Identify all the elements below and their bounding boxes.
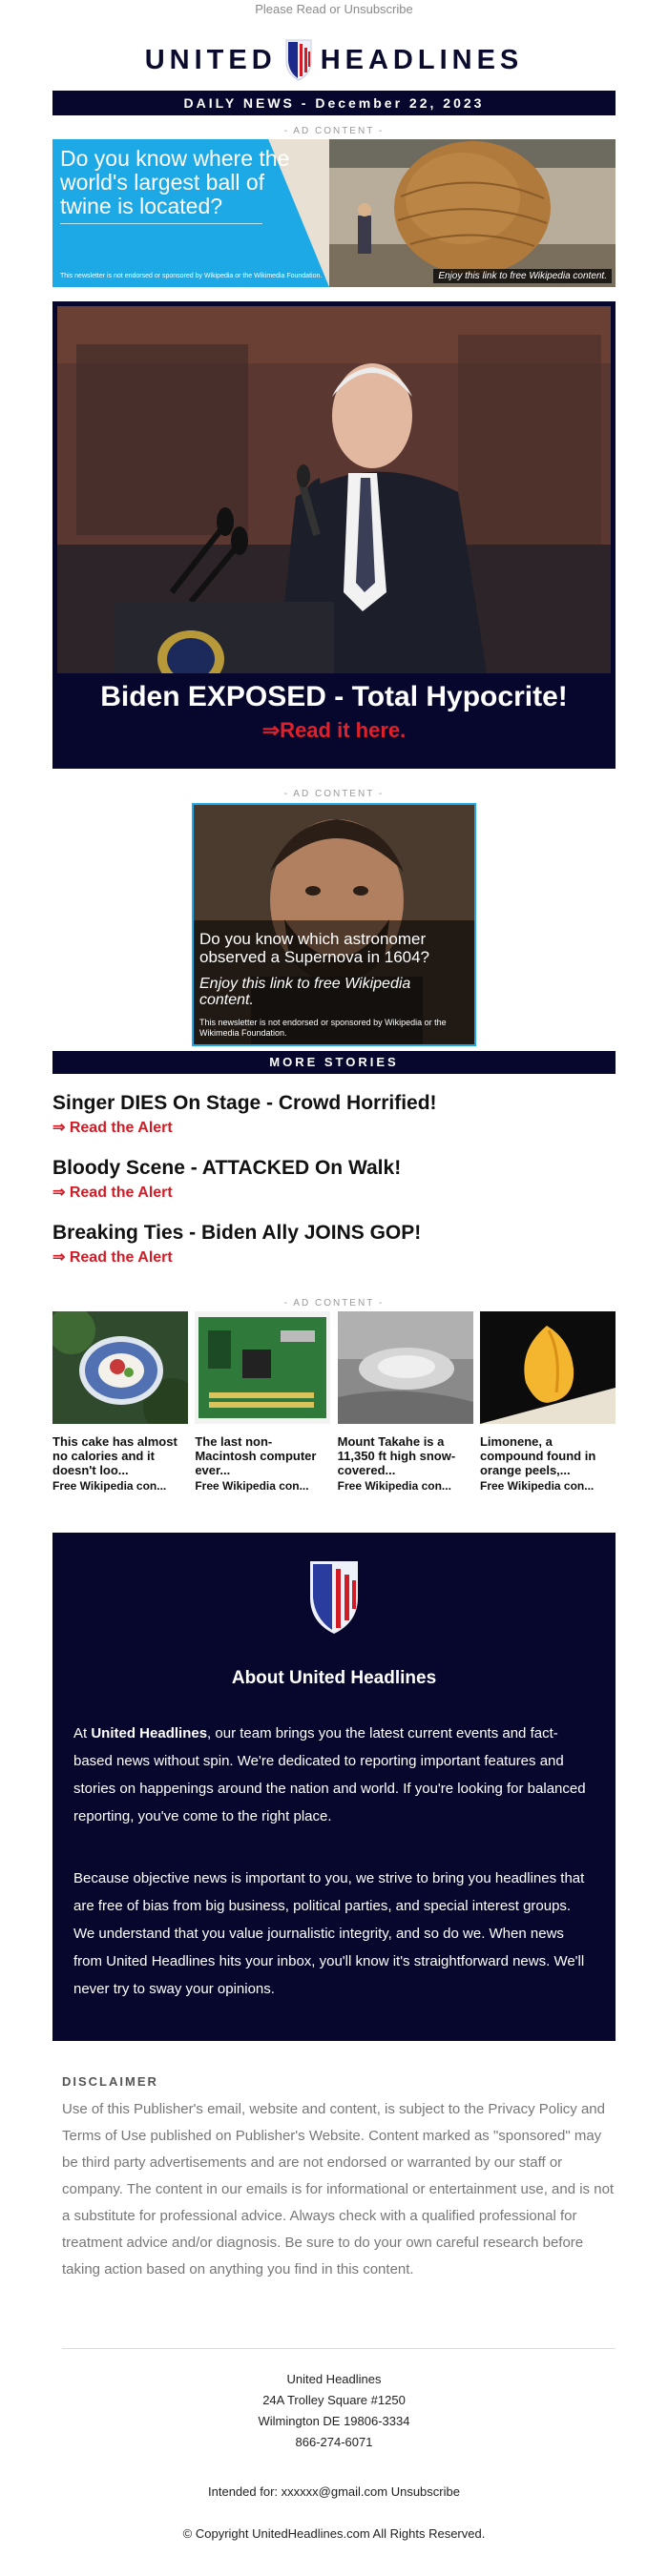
ad-astronomer[interactable] — [192, 803, 476, 1046]
sponsored-card[interactable] — [52, 1311, 188, 1493]
brand-logo[interactable] — [0, 36, 668, 84]
ad-label: - AD CONTENT - — [283, 126, 385, 136]
about-paragraph-1 — [73, 1720, 595, 1830]
about-prefix: At — [73, 1725, 92, 1741]
story-read-link[interactable]: ⇒ Read the Alert — [52, 1185, 173, 1201]
ad-question[interactable]: Do you know where the world's largest ball of twine is located? — [60, 146, 290, 218]
lemon-image — [480, 1311, 616, 1424]
cake-image — [52, 1311, 188, 1424]
speaker-photo-image — [57, 306, 611, 673]
ad-disclaimer: This newsletter is not endorsed or sponsored by Wikipedia or the Wikimedia Foundation. — [60, 273, 323, 279]
sponsored-card[interactable] — [480, 1311, 616, 1493]
ad-disclaimer: This newsletter is not endorsed or sponsored by Wikipedia or the Wikimedia Foundation. — [199, 1018, 447, 1038]
ad-subline[interactable]: Enjoy this link to free Wikipedia content. — [199, 976, 411, 1008]
date-bar: DAILY NEWS - December 22, 2023 — [52, 91, 616, 115]
card-source: Free Wikipedia con... — [195, 1479, 309, 1493]
shield-flag-icon — [306, 1559, 362, 1636]
about-brand: United Headlines — [91, 1725, 208, 1741]
ad-divider — [60, 223, 262, 224]
footer-copyright: © Copyright UnitedHeadlines.com All Rights Reserved. — [182, 2526, 486, 2541]
story-read-link[interactable]: ⇒ Read the Alert — [52, 1120, 173, 1136]
preheader-text: Please Read or Unsubscribe — [255, 2, 413, 16]
disclaimer-heading: DISCLAIMER — [62, 2074, 158, 2089]
story-title[interactable]: Bloody Scene - ATTACKED On Walk! — [52, 1157, 402, 1179]
recipient-email: xxxxxx@gmail.com — [281, 2484, 388, 2499]
disclaimer-body: Use of this Publisher's email, website and content, is subject to the Privacy Policy and Terms of Use published on Publisher's Website. Content marked as "sponsored" may be third party advertisements and are not endorsed or warranted by our staff or company. The content in our emails is for informational or entertainment use, and is not a substitute for professional advice. Always check with a qualified professional for treatment advice and/or diagnosis. Be sure to do your own careful research before taking action based on anything you find in this content. — [62, 2101, 615, 2277]
ad-banner-twine[interactable] — [52, 139, 616, 287]
footer-intended — [0, 2482, 668, 2503]
sponsored-cards — [52, 1311, 616, 1493]
about-paragraph-2: Because objective news is important to you, we strive to bring you headlines that are free of bias from big business, political parties, and special interest groups. We understand that you value journalistic integrity, and so do we. When news from United Headlines hits your inbox, you'll know it's straightforward news. We'll never try to sway your opinions. — [73, 1870, 585, 1997]
about-body: , our team brings you the latest current events and fact-based news without spin. We're dedicated to reporting important features and stories on happenings around the nation and world. If you're looking for balanced reporting, you've come to the right place. — [73, 1725, 586, 1824]
hero-photo — [57, 306, 611, 673]
more-stories-bar: MORE STORIES — [52, 1051, 616, 1074]
footer-street: 24A Trolley Square #1250 — [262, 2393, 406, 2407]
logo-word-left: UNITED — [144, 44, 277, 75]
shield-flag-icon — [282, 38, 315, 82]
intended-label: Intended for: — [208, 2484, 282, 2499]
card-source: Free Wikipedia con... — [479, 1479, 595, 1493]
story-read-link[interactable]: ⇒ Read the Alert — [52, 1249, 173, 1266]
motherboard-image — [195, 1311, 330, 1424]
hero-read-link[interactable]: ⇒Read it here. — [261, 718, 407, 742]
about-section — [52, 1533, 616, 2041]
ad-label: - AD CONTENT - — [283, 1298, 385, 1309]
footer-phone[interactable]: 866-274-6071 — [295, 2435, 373, 2449]
ad-question[interactable]: Do you know which astronomer observed a Supernova in 1604? — [199, 930, 430, 966]
card-title[interactable]: The last non-Macintosh computer ever... — [195, 1434, 317, 1477]
card-source: Free Wikipedia con... — [337, 1479, 451, 1493]
ad-overlay — [194, 920, 474, 1044]
card-title[interactable]: Limonene, a compound found in orange peels,... — [479, 1434, 596, 1477]
hero-headline[interactable]: Biden EXPOSED - Total Hypocrite! — [100, 681, 568, 712]
ad-label: - AD CONTENT - — [283, 789, 385, 799]
footer-divider — [62, 2348, 616, 2349]
ad-caption[interactable]: Enjoy this link to free Wikipedia content. — [433, 269, 612, 283]
footer-company: United Headlines — [286, 2372, 382, 2386]
disclaimer-section — [62, 2074, 616, 2283]
card-source: Free Wikipedia con... — [52, 1479, 167, 1493]
story-item[interactable] — [52, 1091, 616, 1139]
sponsored-card[interactable] — [338, 1311, 473, 1493]
mountain-image — [338, 1311, 473, 1424]
sponsored-card[interactable] — [195, 1311, 330, 1493]
card-title[interactable]: Mount Takahe is a 11,350 ft high snow-covered... — [337, 1434, 456, 1477]
about-title: About United Headlines — [231, 1668, 437, 1688]
story-title[interactable]: Singer DIES On Stage - Crowd Horrified! — [52, 1092, 437, 1114]
footer-city: Wilmington DE 19806-3334 — [258, 2414, 410, 2428]
story-title[interactable]: Breaking Ties - Biden Ally JOINS GOP! — [52, 1222, 422, 1244]
card-title[interactable]: This cake has almost no calories and it doesn't loo... — [52, 1434, 177, 1477]
footer-address — [0, 2369, 668, 2453]
hero-story[interactable] — [52, 301, 616, 769]
story-item[interactable] — [52, 1221, 616, 1268]
twine-ball-image — [329, 139, 616, 287]
logo-word-right: HEADLINES — [320, 44, 524, 75]
twine-ball-photo — [329, 139, 616, 287]
story-item[interactable] — [52, 1156, 616, 1204]
unsubscribe-link[interactable]: Unsubscribe — [390, 2484, 460, 2499]
